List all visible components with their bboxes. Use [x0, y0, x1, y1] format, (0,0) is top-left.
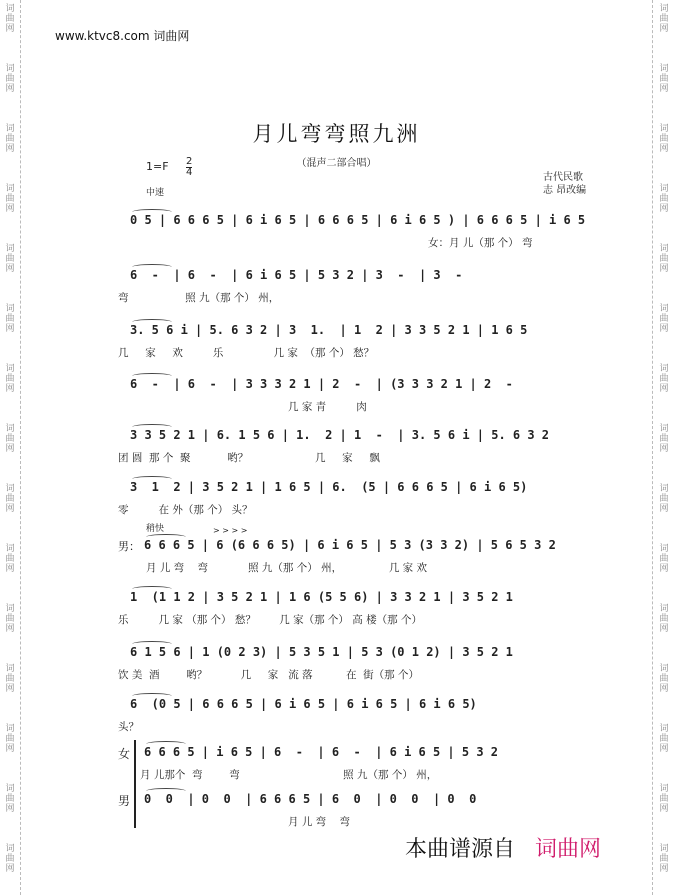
notation-line: 3. 5 6 i | 5. 6 3 2 | 3 1. | 1 2 | 3 3 5 2 1 | 1 6 5 [130, 323, 528, 337]
slur [146, 788, 186, 794]
credit-arranger: 志 昂改编 [543, 185, 587, 196]
voice-group-brace [134, 740, 139, 828]
slur [146, 534, 186, 540]
watermark-text: 词 曲 网 [5, 604, 15, 634]
watermark-text: 词 曲 网 [659, 4, 669, 34]
lyric-line: 女：月 儿（那 个） 弯 [428, 237, 533, 249]
notation-line: 0 5 | 6 6 6 5 | 6 i 6 5 | 6 6 6 5 | 6 i 6 5 ) | 6 6 6 5 | i 6 5 [130, 213, 586, 227]
slur [132, 586, 172, 592]
watermark-text: 词 曲 网 [5, 184, 15, 214]
lyric-line: 月 儿 弯 弯 照 九（那 个） 州， 几 家 欢 [146, 562, 427, 574]
watermark-text: 词 曲 网 [5, 124, 15, 154]
lyric-line: 乐 几 家 （那 个） 愁？ 几 家（那 个） 高 楼（那 个） [118, 614, 422, 626]
notation-line: 3 3 5 2 1 | 6. 1 5 6 | 1. 2 | 1 - | 3. 5 6 i | 5. 6 3 2 [130, 428, 550, 442]
slur [132, 424, 172, 430]
watermark-text: 词 曲 网 [659, 64, 669, 94]
male-voice-label: 男 [118, 794, 131, 808]
notation-line: 1 (1 1 2 | 3 5 2 1 | 1 6 (5 5 6) | 3 3 2 1 | 3 5 2 1 [130, 590, 513, 604]
watermark-text: 词 曲 网 [659, 304, 669, 334]
time-signature [186, 157, 192, 178]
watermark-text: 词 曲 网 [5, 844, 15, 874]
time-sig-top: 2 [186, 156, 193, 167]
lyric-line: 饮 美 酒 哟？ 几 家 流 落 在 街（那 个） [118, 669, 420, 681]
watermark-text: 词 曲 网 [5, 64, 15, 94]
watermark-text: 词 曲 网 [5, 244, 15, 274]
slur [132, 319, 172, 325]
watermark-text: 词 曲 网 [5, 664, 15, 694]
tempo-change: 稍快 [146, 524, 165, 534]
watermark-text: 词 曲 网 [5, 544, 15, 574]
watermark-text: 词 曲 网 [659, 664, 669, 694]
notation-line: 6 - | 6 - | 3 3 3 2 1 | 2 - | (3 3 3 2 1 | 2 - [130, 377, 513, 391]
watermark-text: 词 曲 网 [5, 424, 15, 454]
lyric-line: 零 在 外（那 个） 头？ [118, 504, 253, 516]
site-header[interactable] [55, 27, 189, 44]
notation-line: 6 6 6 5 | 6 (6 6 6 5) | 6 i 6 5 | 5 3 (3 3 2) | 5 6 5 3 2 [144, 538, 556, 552]
watermark-text: 词 曲 网 [659, 544, 669, 574]
song-title: 月儿弯弯照九洲 [252, 122, 421, 146]
watermark-text: 词 曲 网 [659, 244, 669, 274]
watermark-text: 词 曲 网 [659, 844, 669, 874]
lyric-line: 几 家 欢 乐 几 家 （那 个） 愁？ [118, 347, 375, 359]
time-sig-bottom: 4 [186, 167, 193, 178]
notation-line: 3 1 2 | 3 5 2 1 | 1 6 5 | 6. (5 | 6 6 6 5 | 6 i 6 5) [130, 480, 528, 494]
slur [132, 641, 172, 647]
lyric-line: 月 儿 弯 弯 [288, 816, 351, 828]
site-url[interactable]: www.ktvc8.com [55, 29, 150, 43]
female-voice-label: 女 [118, 747, 131, 761]
accent-marks: > > > > [213, 526, 248, 535]
song-subtitle: （混声二部合唱） [296, 158, 377, 169]
slur [132, 373, 172, 379]
watermark-text: 词 曲 网 [659, 364, 669, 394]
watermark-text: 词 曲 网 [659, 724, 669, 754]
footer-text: 本曲谱源自 [405, 837, 516, 862]
slur [146, 741, 186, 747]
male-part-label: 男： [118, 540, 140, 553]
lyric-line: 几 家 青 肉 [288, 401, 367, 413]
site-name[interactable]: 词曲网 [153, 29, 190, 43]
footer-source [405, 832, 601, 863]
lyric-line: 团 圆 那 个 聚 哟？ 几 家 飘 [118, 452, 380, 464]
watermark-text: 词 曲 网 [659, 124, 669, 154]
slur [132, 209, 172, 215]
notation-line: 0 0 | 0 0 | 6 6 6 5 | 6 0 | 0 0 | 0 0 [144, 792, 477, 806]
watermark-text: 词 曲 网 [659, 484, 669, 514]
lyric-line: 弯 照 九（那 个） 州， [118, 292, 280, 304]
watermark-text: 词 曲 网 [5, 484, 15, 514]
slur [132, 476, 172, 482]
watermark-text: 词 曲 网 [5, 724, 15, 754]
key-signature: 1=F [146, 160, 169, 173]
watermark-text: 词 曲 网 [659, 604, 669, 634]
notation-line: 6 - | 6 - | 6 i 6 5 | 5 3 2 | 3 - | 3 - [130, 268, 463, 282]
watermark-text: 词 曲 网 [659, 784, 669, 814]
notation-line: 6 (0 5 | 6 6 6 5 | 6 i 6 5 | 6 i 6 5 | 6 i 6 5) [130, 697, 477, 711]
slur [132, 264, 172, 270]
footer-brand[interactable]: 词曲网 [535, 837, 602, 862]
watermark-text: 词 曲 网 [5, 4, 15, 34]
watermark-text: 词 曲 网 [5, 304, 15, 334]
watermark-text: 词 曲 网 [659, 424, 669, 454]
lyric-line: 月 儿那个 弯 弯 照 九（那 个） 州， [140, 769, 438, 781]
tempo-marking: 中速 [146, 188, 165, 198]
watermark-text: 词 曲 网 [5, 784, 15, 814]
notation-line: 6 6 6 5 | i 6 5 | 6 - | 6 - | 6 i 6 5 | 5 3 2 [144, 745, 499, 759]
notation-line: 6 1 5 6 | 1 (0 2 3) | 5 3 5 1 | 5 3 (0 1 2) | 3 5 2 1 [130, 645, 513, 659]
credit-origin: 古代民歌 [543, 172, 583, 183]
lyric-line: 头？ [118, 721, 139, 733]
watermark-text: 词 曲 网 [5, 364, 15, 394]
slur [132, 693, 172, 699]
watermark-text: 词 曲 网 [659, 184, 669, 214]
